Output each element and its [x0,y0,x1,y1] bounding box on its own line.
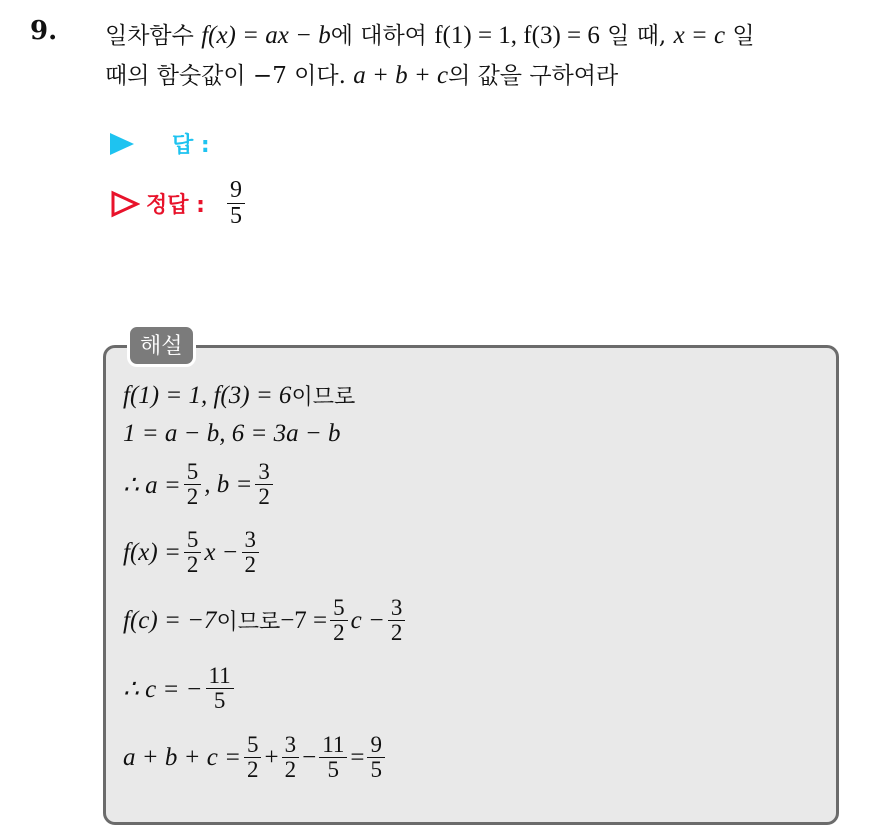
fraction: $\frac{5}{2}$ [184,460,202,509]
answer-label: 답 : [172,133,210,158]
fraction: $\frac{11}{5}$ [319,733,347,782]
solution-line-4: f(x) = $\frac{5}{2}$ x − $\frac{3}{2}$ [123,528,262,577]
answer-row [110,128,210,159]
solution-line-2: 1 = a − b, 6 = 3a − b [123,420,341,447]
solution-line-1: f(1) = 1, f(3) = 6 이므로 [123,381,356,410]
play-triangle-icon [110,133,134,155]
fraction: $\frac{3}{2}$ [282,733,300,782]
fraction: $\frac{5}{2}$ [330,596,348,645]
outline-triangle-icon [110,190,140,218]
fraction: $\frac{3}{2}$ [255,460,273,509]
question-text [105,16,870,96]
question-line-2: 때의 함숫값이 −7 이다. a + b + c의 값을 구하여라 [105,62,619,89]
question-number: 9. [30,16,58,46]
fraction: $\frac{11}{5}$ [206,664,234,713]
solution-line-6: ∴ c = − $\frac{11}{5}$ [123,664,237,713]
solution-line-3: ∴ a = $\frac{5}{2}$ , b = $\frac{3}{2}$ [123,460,276,509]
fraction: $\frac{3}{2}$ [388,596,406,645]
fraction: $\frac{5}{2}$ [184,528,202,577]
fraction: $\frac{5}{2}$ [244,733,262,782]
fraction: $\frac{3}{2}$ [242,528,260,577]
solution-line-5: f(c) = −7 이므로 −7 = $\frac{5}{2}$ c − $\frac{3}{2}$ [123,596,408,645]
solution-line-7: a + b + c = $\frac{5}{2}$ + $\frac{3}{2}$ − $\frac{11}{5}$ = $\frac{9}{5}$ [123,733,388,782]
correct-answer-fraction: $\frac{9}{5}$ [227,178,245,229]
fraction: $\frac{9}{5}$ [367,733,385,782]
correct-answer-row [110,178,248,229]
solution-tag: 해설 [127,324,196,367]
question-line-1: 일차함수 f(x) = ax − b에 대하여 f(1) = 1, f(3) = 6 일 때, x = c 일 [105,22,755,49]
correct-answer-label: 정답 : [146,193,205,219]
